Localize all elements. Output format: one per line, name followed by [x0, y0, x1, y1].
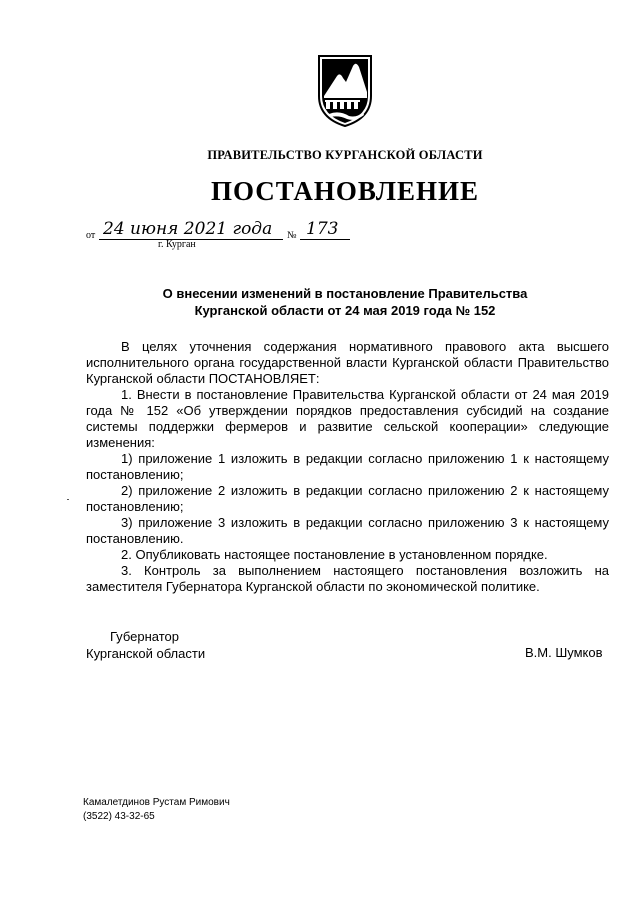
body-paragraph: 3) приложение 3 изложить в редакции согласно приложению 3 к настоящему постановлению.	[86, 515, 609, 546]
body-paragraph: 1) приложение 1 изложить в редакции согласно приложению 1 к настоящему постановлению;	[86, 451, 609, 482]
signatory-name: В.М. Шумков	[525, 645, 603, 660]
document-type: ПОСТАНОВЛЕНИЕ	[210, 176, 480, 206]
body-paragraph: В целях уточнения содержания нормативного правового акта высшего исполнительного органа государственной власти Курганской области Правительство Курганской области ПОСТАНОВЛЯЕТ:	[86, 339, 609, 386]
executor-name: Камалетдинов Рустам Римович	[83, 797, 230, 808]
body-paragraph: 3. Контроль за выполнением настоящего постановления возложить на заместителя Губернатора Курганской области по экономической политике.	[86, 563, 609, 594]
signatory-title-line-1: Губернатор	[110, 629, 179, 644]
scan-speck	[67, 499, 69, 500]
document-title	[0, 285, 640, 319]
body-paragraph: 1. Внести в постановление Правительства Курганской области от 24 мая 2019 года № 152 «Об утверждении порядков предоставления субсидий на создание системы поддержки фермеров и развитие сельской кооперации» следующие изменения:	[86, 387, 609, 450]
executor-phone: (3522) 43-32-65	[83, 811, 155, 822]
title-line-2: Курганской области от 24 мая 2019 года № 152	[194, 303, 496, 318]
body-paragraph: 2) приложение 2 изложить в редакции согласно приложению 2 к настоящему постановлению;	[86, 483, 609, 514]
signatory-title	[86, 628, 205, 662]
title-line-1: О внесении изменений в постановление Правительства	[162, 286, 528, 301]
executor-info	[83, 796, 230, 824]
from-label: от	[86, 230, 96, 241]
signatory-title-line-2: Курганской области	[86, 646, 206, 661]
handwritten-number: 173	[306, 219, 339, 239]
document-body	[86, 339, 609, 595]
number-underline	[300, 239, 350, 240]
city-label: г. Курган	[158, 239, 196, 250]
government-name: ПРАВИТЕЛЬСТВО КУРГАНСКОЙ ОБЛАСТИ	[207, 148, 483, 162]
body-paragraph: 2. Опубликовать настоящее постановление в установленном порядке.	[121, 547, 548, 562]
number-label: №	[287, 230, 297, 241]
coat-of-arms-icon	[315, 52, 375, 128]
date-number-line	[86, 219, 356, 252]
handwritten-date: 24 июня 2021 года	[103, 219, 273, 239]
